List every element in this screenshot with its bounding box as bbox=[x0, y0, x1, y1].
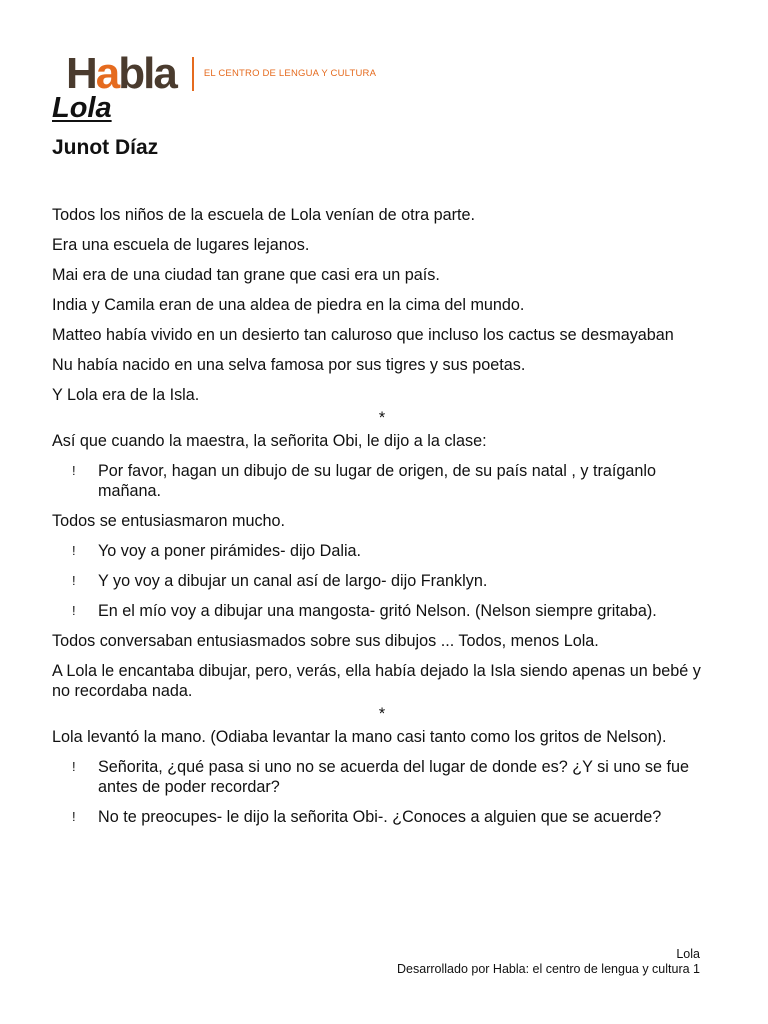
exclamation-bullet-icon: ! bbox=[72, 543, 76, 558]
dialogue-item bbox=[52, 757, 712, 797]
paragraph: Mai era de una ciudad tan grane que casi era un país. bbox=[52, 266, 440, 284]
footer-credit: Desarrollado por Habla: el centro de lengua y cultura 1 bbox=[397, 962, 700, 976]
section-separator: * bbox=[378, 409, 386, 427]
dialogue-text: Señorita, ¿qué pasa si uno no se acuerda del lugar de donde es? ¿Y si uno se fue antes de poder recordar? bbox=[98, 758, 689, 796]
dialogue-item bbox=[52, 571, 712, 591]
logo-tagline: EL CENTRO DE LENGUA Y CULTURA bbox=[203, 67, 377, 79]
paragraph: Todos conversaban entusiasmados sobre sus dibujos ... Todos, menos Lola. bbox=[52, 632, 599, 650]
section-separator: * bbox=[378, 705, 386, 723]
document-author: Junot Díaz bbox=[52, 136, 159, 159]
paragraph: Y Lola era de la Isla. bbox=[52, 386, 200, 404]
exclamation-bullet-icon: ! bbox=[72, 463, 76, 478]
paragraph: Era una escuela de lugares lejanos. bbox=[52, 236, 310, 254]
page-footer bbox=[397, 947, 700, 977]
exclamation-bullet-icon: ! bbox=[72, 573, 76, 588]
document-body bbox=[52, 205, 712, 837]
paragraph: Así que cuando la maestra, la señorita Obi, le dijo a la clase: bbox=[52, 432, 487, 450]
paragraph: Todos se entusiasmaron mucho. bbox=[52, 512, 286, 530]
exclamation-bullet-icon: ! bbox=[72, 809, 76, 824]
logo-divider bbox=[192, 57, 194, 91]
logo-letters-bla: bla bbox=[118, 49, 176, 98]
dialogue-text: No te preocupes- le dijo la señorita Obi-. ¿Conoces a alguien que se acuerde? bbox=[98, 808, 662, 826]
document-title: Lola bbox=[52, 92, 112, 124]
paragraph: Todos los niños de la escuela de Lola venían de otra parte. bbox=[52, 206, 475, 224]
dialogue-item bbox=[52, 601, 712, 621]
dialogue-text: Yo voy a poner pirámides- dijo Dalia. bbox=[98, 542, 362, 560]
dialogue-item bbox=[52, 807, 712, 827]
paragraph: Nu había nacido en una selva famosa por sus tigres y sus poetas. bbox=[52, 356, 526, 374]
logo-letter-h: H bbox=[66, 49, 96, 98]
dialogue-text: En el mío voy a dibujar una mangosta- gritó Nelson. (Nelson siempre gritaba). bbox=[98, 602, 657, 620]
paragraph: A Lola le encantaba dibujar, pero, verás, ella había dejado la Isla siendo apenas un bebé y no recordaba nada. bbox=[52, 662, 701, 700]
exclamation-bullet-icon: ! bbox=[72, 603, 76, 618]
dialogue-text: Y yo voy a dibujar un canal así de largo- dijo Franklyn. bbox=[98, 572, 488, 590]
paragraph: Lola levantó la mano. (Odiaba levantar la mano casi tanto como los gritos de Nelson). bbox=[52, 728, 667, 746]
dialogue-item bbox=[52, 541, 712, 561]
dialogue-item bbox=[52, 461, 712, 501]
footer-title: Lola bbox=[676, 947, 700, 961]
logo-wordmark bbox=[66, 49, 176, 98]
dialogue-text: Por favor, hagan un dibujo de su lugar de origen, de su país natal , y traíganlo mañana. bbox=[98, 462, 656, 500]
logo-letter-a: a bbox=[95, 49, 119, 98]
paragraph: Matteo había vivido en un desierto tan caluroso que incluso los cactus se desmayaban bbox=[52, 326, 674, 344]
habla-logo bbox=[66, 49, 377, 98]
paragraph: India y Camila eran de una aldea de piedra en la cima del mundo. bbox=[52, 296, 525, 314]
exclamation-bullet-icon: ! bbox=[72, 759, 76, 774]
